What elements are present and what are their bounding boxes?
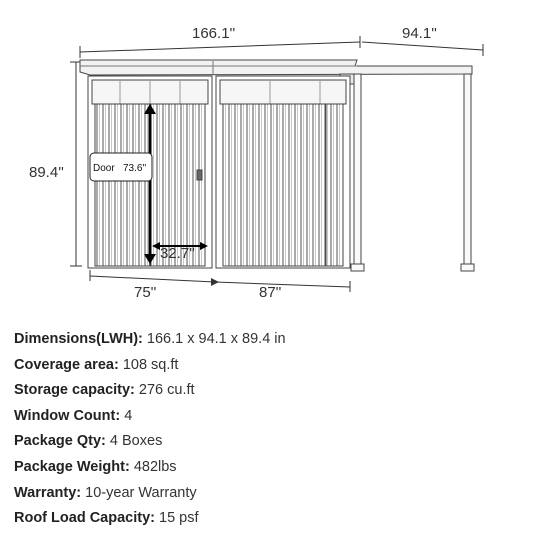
spec-value: 276 cu.ft bbox=[138, 382, 195, 399]
spec-value: 4 bbox=[124, 407, 133, 424]
left-section-label: 75'' bbox=[134, 284, 157, 301]
spec-value: 166.1 x 94.1 x 89.4 in bbox=[146, 331, 286, 347]
spec-label: Warranty: bbox=[14, 484, 82, 501]
spec-value: 15 psf bbox=[159, 510, 199, 527]
spec-label: Package Weight: bbox=[14, 458, 130, 475]
length-label: 166.1'' bbox=[192, 25, 236, 42]
spec-row-dimensions bbox=[14, 329, 524, 355]
spec-value: 108 sq.ft bbox=[122, 356, 179, 373]
spec-label: Roof Load Capacity: bbox=[14, 510, 155, 527]
right-wall-panel bbox=[216, 76, 350, 268]
width-dimension-line bbox=[362, 42, 483, 56]
spec-row-storage-capacity bbox=[14, 380, 524, 406]
door-label: Door bbox=[93, 163, 115, 174]
spec-value: 10-year Warranty bbox=[85, 484, 197, 501]
spec-row-window-count bbox=[14, 406, 524, 432]
spec-label: Coverage area: bbox=[14, 356, 119, 373]
spec-label: Window Count: bbox=[14, 407, 121, 424]
spec-value: 482lbs bbox=[133, 458, 177, 475]
height-label: 89.4'' bbox=[29, 164, 64, 181]
spec-list bbox=[14, 329, 524, 534]
spec-label: Dimensions(LWH): bbox=[14, 331, 143, 347]
spec-label: Storage capacity: bbox=[14, 382, 135, 399]
height-dimension-line bbox=[70, 62, 82, 266]
door-width-label: 32.7'' bbox=[160, 245, 195, 262]
spec-row-roof-load bbox=[14, 508, 524, 534]
bottom-dimension-lines bbox=[90, 270, 350, 292]
shed-roof bbox=[80, 60, 472, 75]
spec-label: Package Qty: bbox=[14, 433, 106, 450]
spec-row-coverage-area bbox=[14, 355, 524, 381]
width-label: 94.1'' bbox=[402, 25, 437, 42]
right-section-label: 87'' bbox=[259, 284, 282, 301]
spec-value: 4 Boxes bbox=[109, 433, 163, 450]
spec-row-warranty bbox=[14, 483, 524, 509]
spec-row-package-weight bbox=[14, 457, 524, 483]
pergola-posts bbox=[340, 74, 474, 271]
door-height-label: 73.6'' bbox=[123, 163, 147, 174]
spec-row-package-qty bbox=[14, 431, 524, 457]
